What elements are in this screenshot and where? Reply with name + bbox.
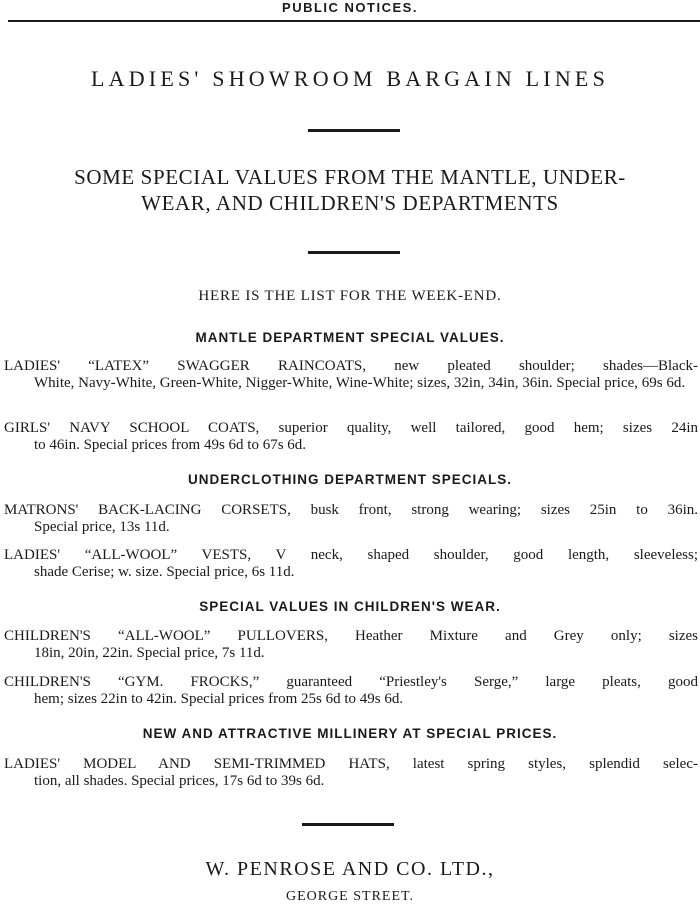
list-item xyxy=(4,502,698,536)
section-heading: UNDERCLOTHING DEPARTMENT SPECIALS. xyxy=(187,472,512,487)
item-first-line: GIRLS' NAVY SCHOOL COATS, superior quality, well tailored, good hem; sizes 24in xyxy=(4,420,698,436)
item-continuation: to 46in. Special prices from 49s 6d to 67s 6d. xyxy=(34,437,307,453)
divider-rule xyxy=(308,129,400,132)
item-continuation: White, Navy-White, Green-White, Nigger-White, Wine-White; sizes, 32in, 34in, 36in. Special price, 69s 6d. xyxy=(34,375,686,391)
item-first-line: CHILDREN'S “ALL-WOOL” PULLOVERS, Heather Mixture and Grey only; sizes xyxy=(4,628,698,644)
header-rule xyxy=(8,20,700,22)
section-header: PUBLIC NOTICES. xyxy=(282,0,418,15)
item-first-line: LADIES' “LATEX” SWAGGER RAINCOATS, new pleated shoulder; shades—Black- xyxy=(4,358,698,374)
advertiser-name: W. PENROSE AND CO. LTD., xyxy=(205,858,495,880)
item-first-line: CHILDREN'S “GYM. FROCKS,” guaranteed “Priestley's Serge,” large pleats, good xyxy=(4,674,698,690)
list-item xyxy=(4,547,698,581)
subtitle-line: SOME SPECIAL VALUES FROM THE MANTLE, UNDER- xyxy=(74,165,626,189)
list-item xyxy=(4,674,698,708)
item-first-line: LADIES' “ALL-WOOL” VESTS, V neck, shaped shoulder, good length, sleeveless; xyxy=(4,547,698,563)
item-continuation: tion, all shades. Special prices, 17s 6d to 39s 6d. xyxy=(34,773,325,789)
list-item xyxy=(4,756,698,790)
intro-line: HERE IS THE LIST FOR THE WEEK-END. xyxy=(198,288,502,304)
item-continuation: Special price, 13s 11d. xyxy=(34,519,170,535)
advert-subtitle xyxy=(0,164,700,216)
divider-rule xyxy=(308,251,400,254)
section-heading: MANTLE DEPARTMENT SPECIAL VALUES. xyxy=(195,330,505,345)
advertiser-address: GEORGE STREET. xyxy=(285,889,415,904)
list-item xyxy=(4,420,698,454)
item-first-line: MATRONS' BACK-LACING CORSETS, busk front, strong wearing; sizes 25in to 36in. xyxy=(4,502,698,518)
item-continuation: hem; sizes 22in to 42in. Special prices from 25s 6d to 49s 6d. xyxy=(34,691,404,707)
section-heading: SPECIAL VALUES IN CHILDREN'S WEAR. xyxy=(199,599,501,614)
list-item xyxy=(4,628,698,662)
item-first-line: LADIES' MODEL AND SEMI-TRIMMED HATS, latest spring styles, splendid selec- xyxy=(4,756,698,772)
subtitle-line: WEAR, AND CHILDREN'S DEPARTMENTS xyxy=(141,191,559,215)
item-continuation: 18in, 20in, 22in. Special price, 7s 11d. xyxy=(34,645,265,661)
divider-rule xyxy=(302,823,394,826)
list-item xyxy=(4,358,698,392)
section-heading: NEW AND ATTRACTIVE MILLINERY AT SPECIAL PRICES. xyxy=(142,726,558,741)
advert-title: LADIES' SHOWROOM BARGAIN LINES xyxy=(90,66,609,91)
item-continuation: shade Cerise; w. size. Special price, 6s 11d. xyxy=(34,564,295,580)
